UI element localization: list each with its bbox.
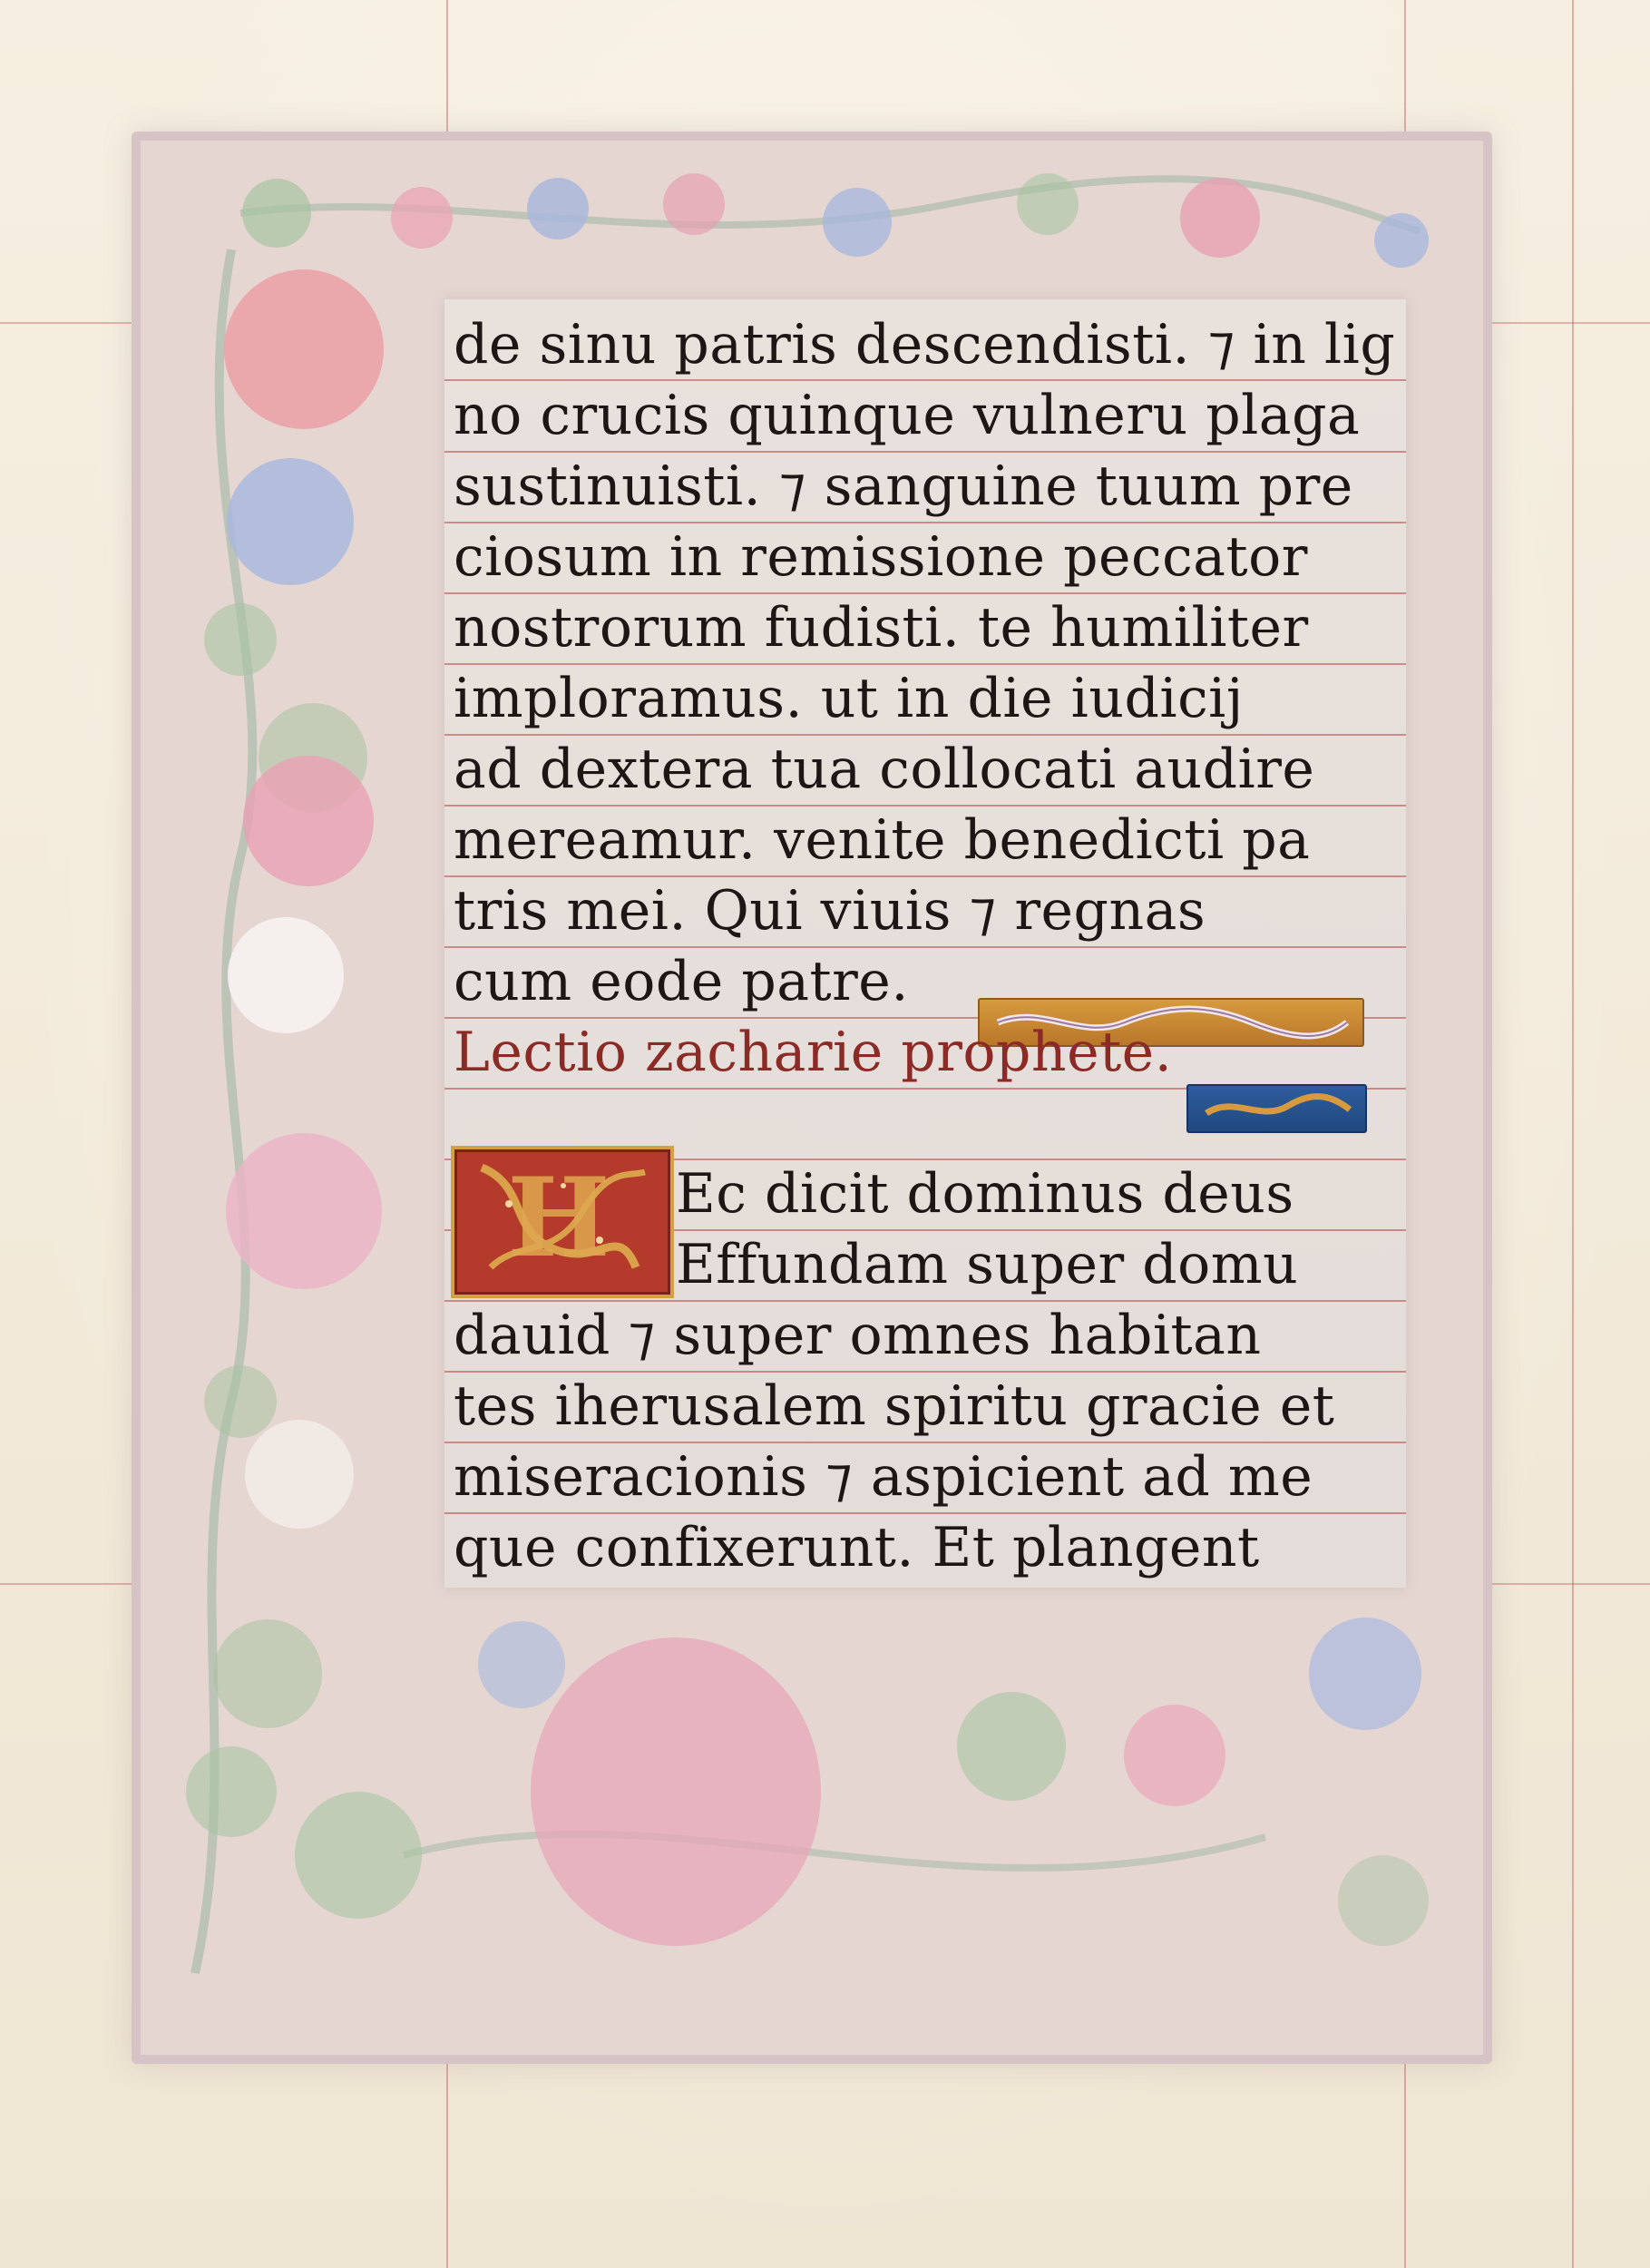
illuminated-initial xyxy=(451,1146,674,1298)
text-line: ad dextera tua collocati audire xyxy=(454,738,1315,801)
text-line: Effundam super domu xyxy=(676,1233,1299,1296)
text-line: tes iherusalem spiritu gracie et xyxy=(454,1374,1335,1438)
text-line: que confixerunt. Et plangent xyxy=(454,1516,1260,1579)
text-line: dauid ⁊ super omnes habitan xyxy=(454,1304,1262,1367)
text-line: de sinu patris descendisti. ⁊ in lig xyxy=(454,313,1396,376)
initial-letter: H xyxy=(507,1154,610,1282)
text-line: miseracionis ⁊ aspicient ad me xyxy=(454,1445,1313,1509)
text-line: mereamur. venite benedicti pa xyxy=(454,808,1311,872)
text-line: no crucis quinque vulneru plaga xyxy=(454,384,1361,447)
text-line: Ec dicit dominus deus xyxy=(676,1162,1294,1226)
scroll-ornament-icon xyxy=(1188,1086,1365,1131)
text-line: sustinuisti. ⁊ sanguine tuum pre xyxy=(454,455,1353,518)
text-line: imploramus. ut in die iudicij xyxy=(454,667,1244,730)
text-line: tris mei. Qui viuis ⁊ regnas xyxy=(454,879,1206,943)
text-line: nostrorum fudisti. te humiliter xyxy=(454,596,1309,660)
text-line: cum eode patre. xyxy=(454,950,909,1013)
ruling-line-vertical xyxy=(1572,0,1574,2268)
line-filler-blue xyxy=(1186,1084,1367,1133)
text-line: ciosum in remissione peccator xyxy=(454,525,1308,589)
rubric-heading: Lectio zacharie prophete. xyxy=(454,1021,1173,1084)
